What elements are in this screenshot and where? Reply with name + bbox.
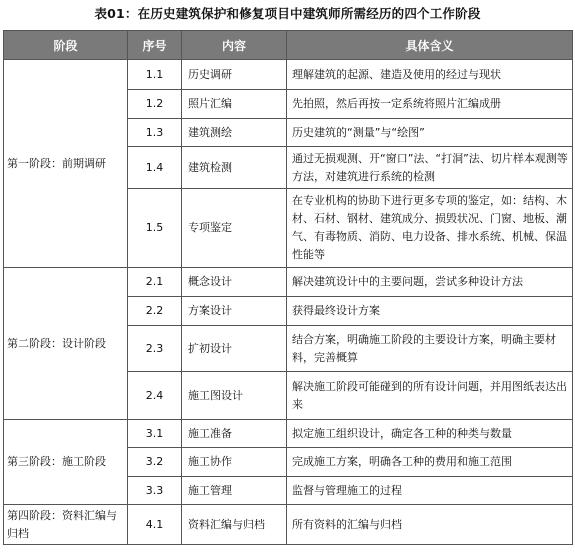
number-cell: 3.3 bbox=[128, 477, 182, 505]
content-cell: 扩初设计 bbox=[182, 326, 287, 372]
content-cell: 方案设计 bbox=[182, 297, 287, 326]
meaning-cell: 完成施工方案，明确各工种的费用和施工范围 bbox=[287, 448, 573, 477]
number-cell: 2.1 bbox=[128, 268, 182, 297]
content-cell: 施工准备 bbox=[182, 420, 287, 448]
number-cell: 1.2 bbox=[128, 90, 182, 119]
header-row bbox=[4, 31, 573, 60]
content-cell: 照片汇编 bbox=[182, 90, 287, 119]
number-cell: 3.2 bbox=[128, 448, 182, 477]
meaning-cell: 历史建筑的“测量”与“绘图” bbox=[287, 119, 573, 147]
meaning-cell: 解决建筑设计中的主要问题，尝试多种设计方法 bbox=[287, 268, 573, 297]
work-stages-table bbox=[3, 30, 573, 545]
meaning-cell: 所有资料的汇编与归档 bbox=[287, 505, 573, 545]
content-cell: 专项鉴定 bbox=[182, 189, 287, 268]
meaning-cell: 通过无损观测、开“窗口”法、“打洞”法、切片样本观测等方法，对建筑进行系统的检测 bbox=[287, 147, 573, 189]
meaning-cell: 拟定施工组织设计，确定各工种的种类与数量 bbox=[287, 420, 573, 448]
meaning-cell: 先拍照，然后再按一定系统将照片汇编成册 bbox=[287, 90, 573, 119]
stage-cell: 第二阶段：设计阶段 bbox=[4, 268, 128, 420]
number-cell: 1.3 bbox=[128, 119, 182, 147]
number-cell: 2.2 bbox=[128, 297, 182, 326]
content-cell: 建筑测绘 bbox=[182, 119, 287, 147]
content-cell: 施工管理 bbox=[182, 477, 287, 505]
header-meaning: 具体含义 bbox=[287, 31, 573, 60]
number-cell: 1.1 bbox=[128, 60, 182, 90]
number-cell: 2.3 bbox=[128, 326, 182, 372]
meaning-cell: 理解建筑的起源、建造及使用的经过与现状 bbox=[287, 60, 573, 90]
table-row bbox=[4, 60, 573, 90]
meaning-cell: 获得最终设计方案 bbox=[287, 297, 573, 326]
meaning-cell: 监督与管理施工的过程 bbox=[287, 477, 573, 505]
meaning-cell: 结合方案，明确施工阶段的主要设计方案，明确主要材料，完善概算 bbox=[287, 326, 573, 372]
number-cell: 1.5 bbox=[128, 189, 182, 268]
stage-cell: 第三阶段：施工阶段 bbox=[4, 420, 128, 505]
table-row bbox=[4, 268, 573, 297]
stage-cell: 第一阶段：前期调研 bbox=[4, 60, 128, 268]
header-number: 序号 bbox=[128, 31, 182, 60]
content-cell: 资料汇编与归档 bbox=[182, 505, 287, 545]
header-content: 内容 bbox=[182, 31, 287, 60]
meaning-cell: 在专业机构的协助下进行更多专项的鉴定，如：结构、木材、石材、钢材、建筑成分、损毁状况、门窗、地板、潮气、有毒物质、消防、电力设备、排水系统、机械、保温性能等 bbox=[287, 189, 573, 268]
table-row bbox=[4, 505, 573, 545]
content-cell: 施工协作 bbox=[182, 448, 287, 477]
meaning-cell: 解决施工阶段可能碰到的所有设计问题，并用图纸表达出来 bbox=[287, 372, 573, 420]
number-cell: 3.1 bbox=[128, 420, 182, 448]
content-cell: 施工图设计 bbox=[182, 372, 287, 420]
table-title: 表01：在历史建筑保护和修复项目中建筑师所需经历的四个工作阶段 bbox=[94, 6, 481, 21]
number-cell: 1.4 bbox=[128, 147, 182, 189]
content-cell: 建筑检测 bbox=[182, 147, 287, 189]
table-row bbox=[4, 420, 573, 448]
number-cell: 4.1 bbox=[128, 505, 182, 545]
number-cell: 2.4 bbox=[128, 372, 182, 420]
content-cell: 历史调研 bbox=[182, 60, 287, 90]
header-stage: 阶段 bbox=[4, 31, 128, 60]
stage-cell: 第四阶段：资料汇编与归档 bbox=[4, 505, 128, 545]
content-cell: 概念设计 bbox=[182, 268, 287, 297]
